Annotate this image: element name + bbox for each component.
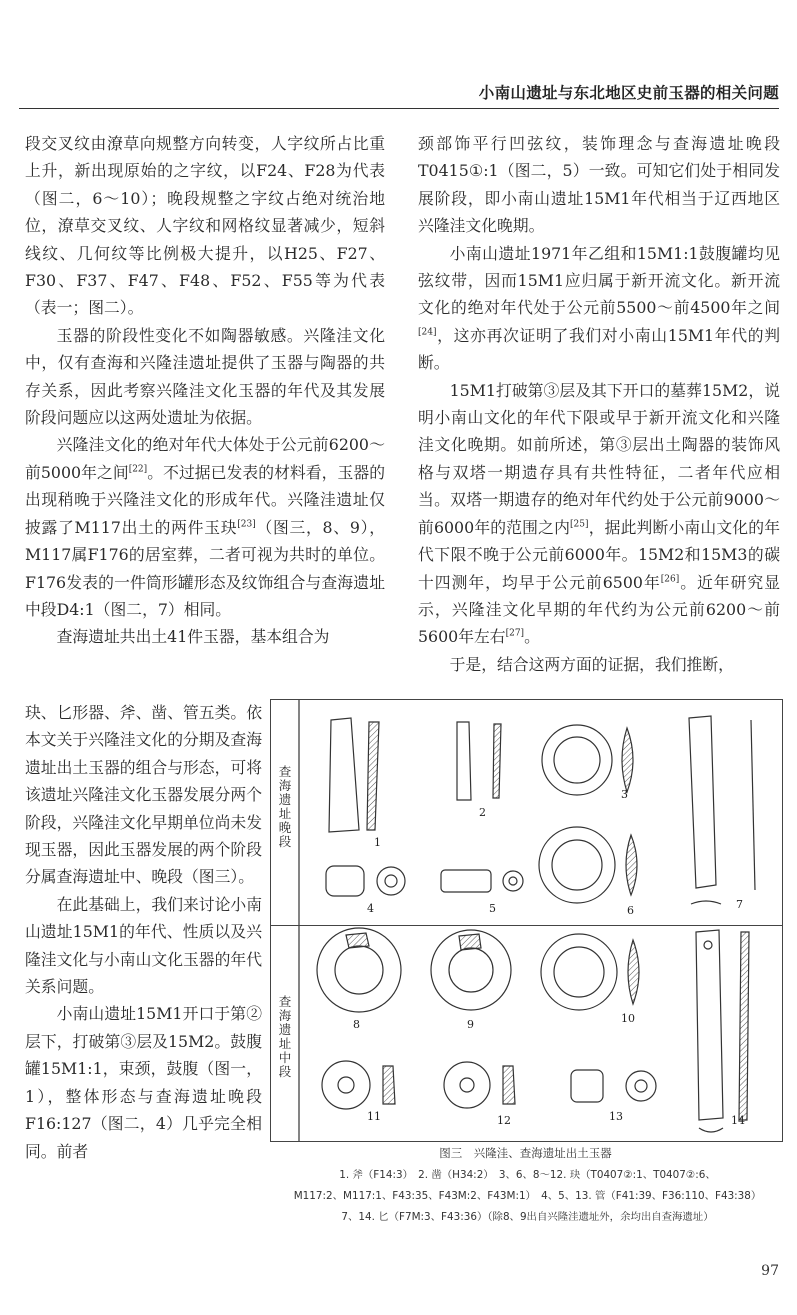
axe-drawing <box>329 718 359 832</box>
figure-number: 4 <box>367 902 374 915</box>
figure-number: 3 <box>621 788 628 801</box>
citation-ref: [23] <box>237 519 256 530</box>
figure-number: 10 <box>621 1012 635 1025</box>
citation-ref: [22] <box>128 464 148 475</box>
running-header: 小南山遗址与东北地区史前玉器的相关问题 <box>478 84 779 102</box>
section-label-late: 查 海 遗 址 晚 段 <box>278 764 292 849</box>
paragraph: 兴隆洼文化的绝对年代大体处于公元前6200～前5000年之间[22]。不过据已发表的材料看，玉器的出现稍晚于兴隆洼文化的形成年代。兴隆洼遗址仅披露了M117出土的两件玉玦[23]（图三，8、9），M117属F176的居室葬，二者可视为共时的单位。F176发表的一件筒形罐形态及纹饰组合与查海遗址中段D4:1（图二，7）相同。 <box>25 435 386 619</box>
figure-caption-title: 图三 兴隆洼、查海遗址出土玉器 <box>439 1146 612 1160</box>
citation-ref: [25] <box>570 519 589 530</box>
section-label-middle: 查 海 遗 址 中 段 <box>278 994 292 1079</box>
figure-number: 5 <box>489 902 496 915</box>
paragraph: 查海遗址共出土41件玉器，基本组合为 <box>56 627 330 647</box>
paragraph: 于是，结合这两方面的证据，我们推断， <box>449 654 734 674</box>
left-column-narrow <box>25 699 262 1165</box>
paragraph: 小南山遗址15M1开口于第②层下，打破第③层及15M2。鼓腹罐15M1:1，束颈，鼓腹（图一，1），整体形态与查海遗址晚段F16:127（图二，4）几乎完全相同。前者 <box>25 1004 262 1161</box>
figure-number: 12 <box>497 1114 511 1127</box>
paragraph: 颈部饰平行凹弦纹，装饰理念与查海遗址晚段T0415①:1（图二，5）一致。可知它们处于相同发展阶段，即小南山遗址15M1年代相当于辽西地区兴隆洼文化晚期。 <box>418 134 780 236</box>
citation-ref: [24] <box>418 327 437 338</box>
figure-jade-artifacts <box>270 699 783 1142</box>
paragraph: 小南山遗址1971年乙组和15M1:1鼓腹罐均见弦纹带，因而15M1应归属于新开流文化。新开流文化的绝对年代处于公元前5500～前4500年之间[24]，这亦再次证明了我们对小南山15M1年代的判断。 <box>418 243 780 373</box>
right-column <box>418 130 780 678</box>
paragraph: 在此基础上，我们来讨论小南山遗址15M1的年代、性质以及兴隆洼文化与小南山文化玉器的年代关系问题。 <box>25 894 262 997</box>
paragraph: 段交叉纹由潦草向规整方向转变，人字纹所占比重上升，新出现原始的之字纹，以F24、F28为代表（图二，6～10）；晚段规整之字纹占绝对统治地位，潦草交叉纹、人字纹和网格纹显著减少，短斜线纹、几何纹等比例极大提升，以H25、F27、F30、F37、F47、F48、F52、F55等为代表（表一；图二）。 <box>25 134 385 318</box>
citation-ref: [27] <box>505 629 525 640</box>
paragraph: 玉器的阶段性变化不如陶器敏感。兴隆洼文化中，仅有查海和兴隆洼遗址提供了玉器与陶器的共存关系，因此考察兴隆洼文化玉器的年代及其发展阶段问题应以这两处遗址为依据。 <box>25 325 385 428</box>
header-rule <box>19 108 779 109</box>
figure-number: 2 <box>479 806 486 819</box>
figure-number: 9 <box>467 1018 474 1031</box>
left-column <box>25 130 385 651</box>
figure-number: 13 <box>609 1110 623 1123</box>
figure-divider <box>271 925 782 926</box>
figure-number: 11 <box>367 1110 381 1123</box>
figure-number: 8 <box>353 1018 360 1031</box>
figure-caption-body: 1. 斧（F14:3） 2. 凿（H34:2） 3、6、8～12. 玦（T0407②:1、T0407②:6、 M117:2、M117:1、F43:35、F43M:2、F43M:1） 4、5、13. 管（F41:39、F36:110、F43:38） 7、14. 匕（F7M:3、F43:36）（除8、9出自兴隆洼遗址外，余均出自查海遗址） <box>293 1169 762 1223</box>
page-number: 97 <box>761 1263 779 1279</box>
figure-number: 14 <box>731 1114 745 1127</box>
citation-ref: [26] <box>660 574 680 585</box>
figure-number: 7 <box>736 898 743 911</box>
paragraph: 玦、匕形器、斧、凿、管五类。依本文关于兴隆洼文化的分期及查海遗址出土玉器的组合与形态，可将该遗址兴隆洼文化玉器发展分两个阶段，兴隆洼文化早期单位尚未发现玉器，因此玉器发展的两个阶段分属查海遗址中、晚段（图三）。 <box>25 703 262 887</box>
figure-number: 6 <box>627 904 634 917</box>
figure-number: 1 <box>374 836 381 849</box>
artifact-drawings <box>271 700 782 1141</box>
paragraph: 15M1打破第③层及其下开口的墓葬15M2，说明小南山文化的年代下限或早于新开流文化和兴隆洼文化晚期。如前所述，第③层出土陶器的装饰风格与双塔一期遗存具有共性特征，二者年代应相当。双塔一期遗存的绝对年代约处于公元前9000～前6000年的范围之内[25]，据此判断小南山文化的年代下限不晚于公元前6000年。15M2和15M3的碳十四测年，均早于公元前6500年[26]。近年研究显示，兴隆洼文化早期的年代约为公元前6200～前5600年左右[27]。 <box>418 380 780 647</box>
